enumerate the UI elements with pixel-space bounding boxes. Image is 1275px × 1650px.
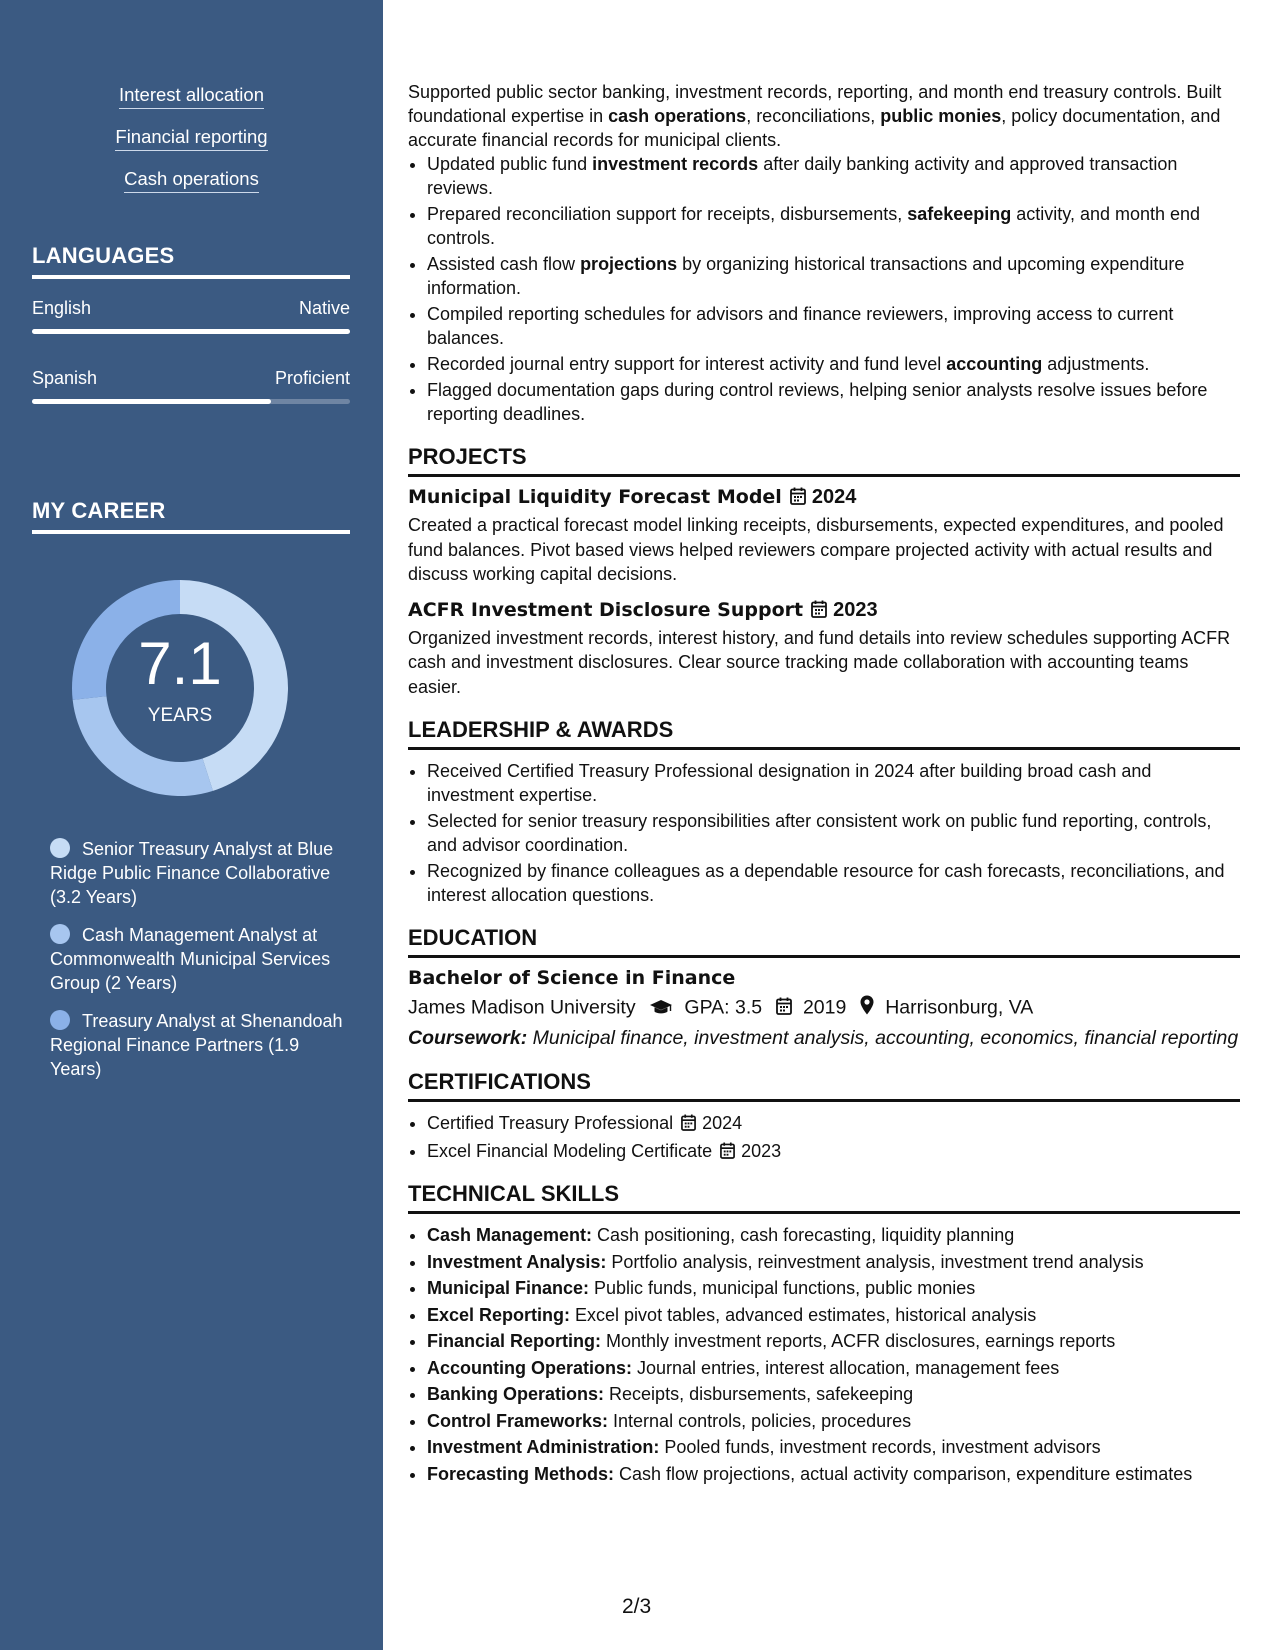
- experience-bullet: • Flagged documentation gaps during control reviews, helping senior analysts resolve issues before reporting deadlines.: [427, 378, 1240, 426]
- career-item: [50, 1009, 350, 1081]
- skill-item: • Accounting Operations: Journal entries, interest allocation, management fees: [427, 1356, 1240, 1380]
- language-name: Spanish: [32, 368, 98, 388]
- summary-text: , reconciliations,: [746, 106, 881, 126]
- skill-tag[interactable]: Financial reporting: [115, 126, 267, 151]
- bullet-dot-icon: [50, 924, 70, 944]
- page-number: 2/3: [622, 1595, 652, 1618]
- language-bar-fill: [32, 399, 271, 404]
- skill-tags: [0, 84, 383, 210]
- language-item: [32, 298, 350, 334]
- project-year: 2024: [811, 486, 857, 508]
- certifications-heading: CERTIFICATIONS: [408, 1069, 1240, 1102]
- location-pin-icon: [860, 995, 874, 1015]
- skill-item: • Investment Analysis: Portfolio analysis, reinvestment analysis, investment trend analysis: [427, 1250, 1240, 1274]
- calendar-icon: [681, 1114, 696, 1131]
- bullet-dot-icon: [50, 838, 70, 858]
- certification-year: 2024: [702, 1113, 743, 1134]
- education-heading: EDUCATION: [408, 925, 1240, 958]
- language-level: Native: [298, 298, 350, 318]
- project-title: Municipal Liquidity Forecast Model 2024: [408, 486, 857, 508]
- language-name: English: [32, 298, 92, 318]
- leadership-list: [408, 759, 1240, 907]
- leadership-item: • Selected for senior treasury responsibilities after consistent work on public fund reporting, controls, and advisor coordination.: [427, 809, 1240, 857]
- career-list: [50, 837, 350, 1095]
- experience-bullets: [408, 152, 1240, 426]
- summary-bold: cash operations: [608, 106, 747, 126]
- career-donut-chart: [64, 572, 296, 804]
- certification-item: • Certified Treasury Professional 2024: [427, 1111, 1240, 1135]
- skill-item: • Excel Reporting: Excel pivot tables, advanced estimates, historical analysis: [427, 1303, 1240, 1327]
- career-unit: YEARS: [147, 705, 213, 726]
- project-description: Created a practical forecast model linking receipts, disbursements, expected expenditures, and pooled fund balances. Pivot based views helped reviewers compare projected activity with actual results and discuss working capital decisions.: [408, 515, 1224, 584]
- summary-bold: public monies: [880, 106, 1002, 126]
- education-degree: Bachelor of Science in Finance: [408, 967, 736, 989]
- calendar-icon: [790, 487, 806, 505]
- coursework-text: Municipal finance, investment analysis, accounting, economics, financial reporting: [527, 1027, 1239, 1050]
- language-bar-fill: [32, 329, 350, 334]
- skill-tag[interactable]: Interest allocation: [119, 84, 264, 109]
- education-year: 2019: [802, 996, 847, 1019]
- education-location: Harrisonburg, VA: [885, 996, 1034, 1019]
- languages-heading: LANGUAGES: [32, 243, 350, 279]
- leadership-heading: LEADERSHIP & AWARDS: [408, 717, 1240, 750]
- calendar-icon: [776, 997, 792, 1015]
- skill-item: • Investment Administration: Pooled funds, investment records, investment advisors: [427, 1435, 1240, 1459]
- sidebar: [0, 0, 383, 1650]
- career-item-text: Senior Treasury Analyst at Blue Ridge Public Finance Collaborative (3.2 Years): [50, 839, 334, 907]
- experience-bullet: • Recorded journal entry support for interest activity and fund level accounting adjustments.: [427, 352, 1240, 376]
- experience-bullet: • Compiled reporting schedules for advisors and finance reviewers, improving access to current balances.: [427, 302, 1240, 350]
- project-year: 2023: [833, 598, 878, 621]
- career-item: [50, 923, 350, 995]
- summary-text: , policy documentation, and accurate financial records for municipal clients.: [408, 106, 1221, 150]
- coursework-label: Coursework:: [408, 1027, 528, 1050]
- career-item: [50, 837, 350, 909]
- language-bar: [32, 329, 350, 334]
- summary-text: Supported public sector banking, investment records, reporting, and month end treasury controls. Built foundational expertise in: [408, 82, 1222, 126]
- education-school: James Madison University: [408, 996, 636, 1019]
- language-bar: [32, 399, 350, 404]
- certification-item: • Excel Financial Modeling Certificate 2023: [427, 1139, 1240, 1163]
- education-coursework: [408, 1026, 1240, 1051]
- certifications-list: [408, 1111, 1240, 1163]
- skills-list: [408, 1223, 1240, 1486]
- project-title: ACFR Investment Disclosure Support 2023: [408, 598, 878, 621]
- skill-item: • Control Frameworks: Internal controls, policies, procedures: [427, 1409, 1240, 1433]
- main-content: [408, 0, 1240, 1488]
- skill-item: • Cash Management: Cash positioning, cash forecasting, liquidity planning: [427, 1223, 1240, 1247]
- experience-bullet: • Assisted cash flow projections by organizing historical transactions and upcoming expenditure information.: [427, 252, 1240, 300]
- project-description: Organized investment records, interest history, and fund details into review schedules supporting ACFR cash and investment disclosures. Clear source tracking made collaboration with accounting teams easier.: [408, 627, 1231, 697]
- experience-bullet: • Prepared reconciliation support for receipts, disbursements, safekeeping activity, and month end controls.: [427, 202, 1240, 250]
- experience-bullet: • Updated public fund investment records after daily banking activity and approved transaction reviews.: [427, 152, 1240, 200]
- experience-summary: [408, 80, 1240, 152]
- skill-item: • Forecasting Methods: Cash flow projections, actual activity comparison, expenditure estimates: [427, 1462, 1240, 1486]
- skill-item: • Financial Reporting: Monthly investment reports, ACFR disclosures, earnings reports: [427, 1329, 1240, 1353]
- skill-item: • Banking Operations: Receipts, disbursements, safekeeping: [427, 1382, 1240, 1406]
- education-gpa: GPA: 3.5: [684, 996, 763, 1019]
- career-total: 7.1: [138, 630, 222, 697]
- skills-heading: TECHNICAL SKILLS: [408, 1181, 1240, 1214]
- certification-year: 2023: [741, 1141, 782, 1162]
- leadership-item: • Received Certified Treasury Professional designation in 2024 after building broad cash and investment expertise.: [427, 759, 1240, 807]
- education-details: [408, 995, 1240, 1019]
- language-level: Proficient: [274, 368, 350, 388]
- skill-tag[interactable]: Cash operations: [124, 168, 259, 193]
- leadership-item: • Recognized by finance colleagues as a dependable resource for cash forecasts, reconciliations, and interest allocation questions.: [427, 859, 1240, 907]
- career-heading: MY CAREER: [32, 498, 350, 534]
- graduation-cap-icon: [649, 999, 673, 1015]
- career-item-text: Treasury Analyst at Shenandoah Regional Finance Partners (1.9 Years): [50, 1011, 343, 1079]
- career-donut-svg: [64, 572, 296, 804]
- skill-item: • Municipal Finance: Public funds, municipal functions, public monies: [427, 1276, 1240, 1300]
- projects-heading: PROJECTS: [408, 444, 1240, 477]
- bullet-dot-icon: [50, 1010, 70, 1030]
- career-item-text: Cash Management Analyst at Commonwealth Municipal Services Group (2 Years): [50, 925, 331, 993]
- calendar-icon: [720, 1142, 735, 1159]
- calendar-icon: [811, 600, 827, 618]
- language-item: [32, 368, 350, 404]
